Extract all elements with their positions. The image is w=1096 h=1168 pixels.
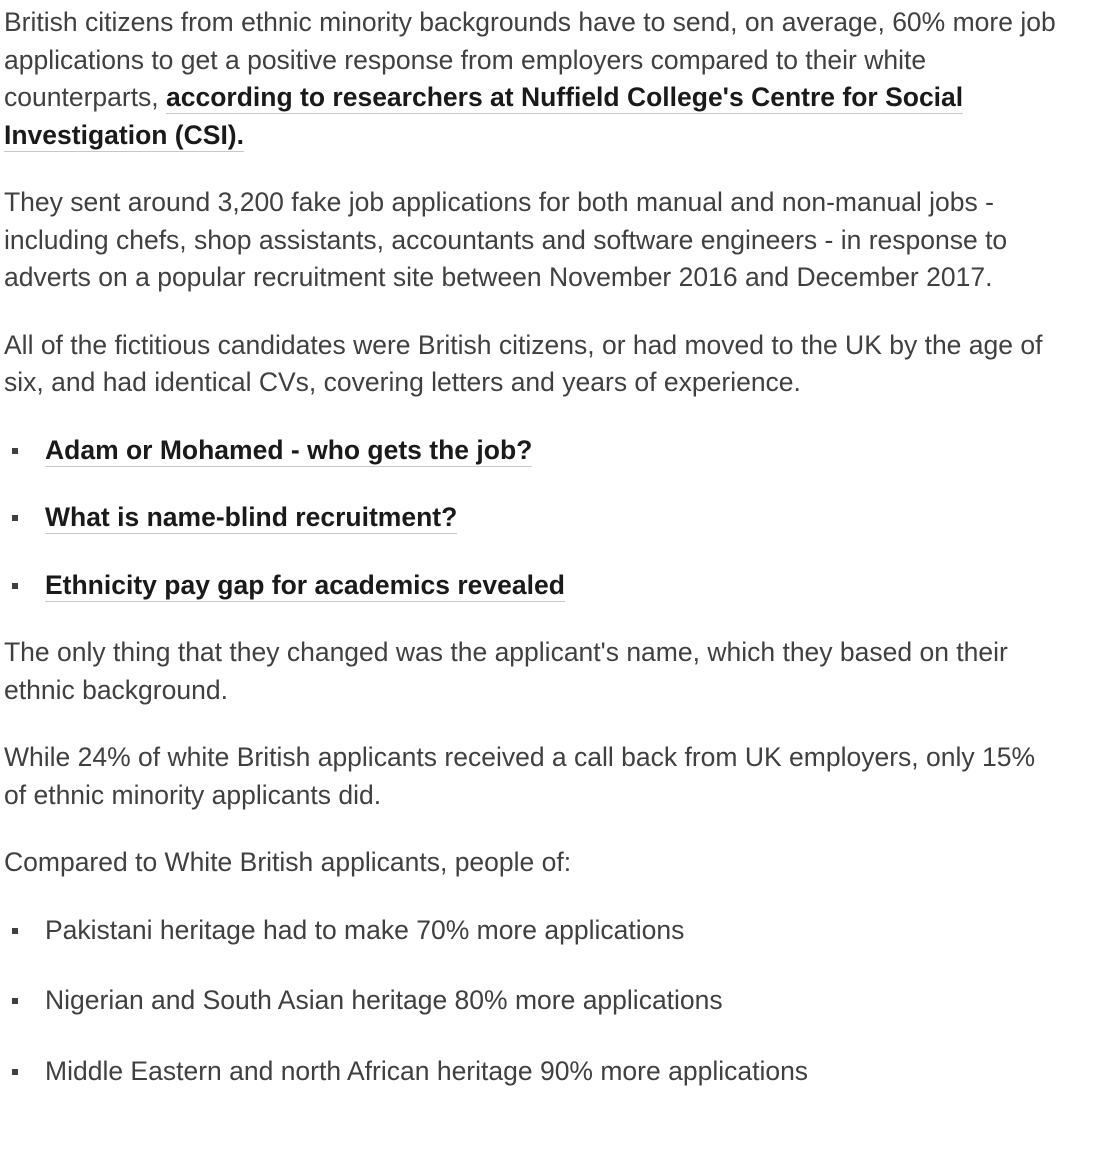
list-item xyxy=(4,1053,1064,1091)
square-bullet-icon xyxy=(12,998,18,1004)
paragraph-method: They sent around 3,200 fake job applications for both manual and non-manual jobs - including chefs, shop assistants, accountants and software engineers - in response to adverts on a popular recruitment site between November 2016 and December 2017. xyxy=(4,187,1008,292)
related-link-item xyxy=(4,432,1064,470)
heritage-facts-list xyxy=(4,912,1064,1091)
paragraph-candidates: All of the fictitious candidates were British citizens, or had moved to the UK by the age of six, and had identical CVs, covering letters and years of experience. xyxy=(4,329,1043,397)
paragraph-intro-text: British citizens from ethnic minority backgrounds have to send, on average, 60% more job applications to get a positive response from employers compared to their white counterparts, xyxy=(4,7,1056,112)
square-bullet-icon xyxy=(12,928,18,934)
related-link-adam-or-mohamed[interactable]: Adam or Mohamed - who gets the job? xyxy=(45,434,533,465)
paragraph-callback-rates: While 24% of white British applicants received a call back from UK employers, only 15% of ethnic minority applicants did. xyxy=(4,742,1036,810)
fact-text: Nigerian and South Asian heritage 80% more applications xyxy=(45,985,723,1015)
list-item xyxy=(4,912,1064,950)
paragraph-intro xyxy=(4,4,1064,154)
paragraph-compared: Compared to White British applicants, people of: xyxy=(4,847,572,877)
csi-research-link[interactable]: according to researchers at Nuffield College's Centre for Social Investigation (CSI). xyxy=(4,82,964,150)
square-bullet-icon xyxy=(12,448,18,454)
fact-text: Pakistani heritage had to make 70% more applications xyxy=(45,914,685,945)
fact-text: Middle Eastern and north African heritage 90% more applications xyxy=(45,1055,809,1086)
related-link-name-blind-recruitment[interactable]: What is name-blind recruitment? xyxy=(45,502,458,532)
square-bullet-icon xyxy=(12,583,18,589)
related-links-list xyxy=(4,432,1064,605)
related-link-ethnicity-pay-gap[interactable]: Ethnicity pay gap for academics revealed xyxy=(45,569,565,600)
related-link-item xyxy=(4,499,1064,537)
paragraph-name-change: The only thing that they changed was the applicant's name, which they based on their ethnic background. xyxy=(4,637,1008,705)
related-link-item xyxy=(4,567,1064,605)
square-bullet-icon xyxy=(12,1069,18,1075)
square-bullet-icon xyxy=(12,515,18,521)
list-item xyxy=(4,982,1064,1020)
article-body xyxy=(4,4,1064,1123)
